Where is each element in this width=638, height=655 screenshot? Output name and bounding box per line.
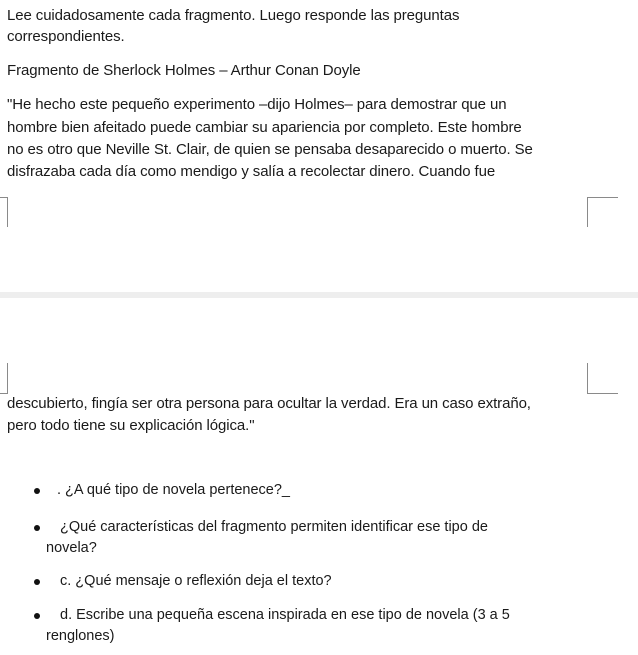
bullet-icon (34, 613, 40, 619)
page-corner-mark (587, 197, 618, 227)
page-corner-mark (0, 197, 8, 227)
text-line: descubierto, fingía ser otra persona para ocultar la verdad. Era un caso extraño, (7, 395, 531, 412)
bullet-icon (34, 488, 40, 494)
text-line: pero todo tiene su explicación lógica." (7, 417, 255, 434)
question-text: d. Escribe una pequeña escena inspirada en ese tipo de novela (3 a 5 (60, 607, 510, 623)
text-line: correspondientes. (7, 28, 125, 45)
page-break (0, 292, 638, 298)
question-text: novela? (46, 540, 97, 556)
fragment-title: Fragmento de Sherlock Holmes – Arthur Conan Doyle (7, 62, 361, 79)
bullet-icon (34, 579, 40, 585)
text-line: Lee cuidadosamente cada fragmento. Luego responde las preguntas (7, 7, 460, 24)
question-text: . ¿A qué tipo de novela pertenece?_ (57, 482, 290, 498)
question-text: ¿Qué características del fragmento permiten identificar ese tipo de (60, 519, 488, 535)
page-corner-mark (0, 363, 8, 394)
question-text: renglones) (46, 628, 115, 644)
bullet-icon (34, 525, 40, 531)
text-line: "He hecho este pequeño experimento –dijo Holmes– para demostrar que un (7, 96, 507, 113)
text-line: disfrazaba cada día como mendigo y salía a recolectar dinero. Cuando fue (7, 163, 496, 180)
question-text: c. ¿Qué mensaje o reflexión deja el texto? (60, 573, 332, 589)
text-line: no es otro que Neville St. Clair, de quien se pensaba desaparecido o muerto. Se (7, 141, 533, 158)
page-corner-mark (587, 363, 618, 394)
text-line: hombre bien afeitado puede cambiar su apariencia por completo. Este hombre (7, 119, 522, 136)
